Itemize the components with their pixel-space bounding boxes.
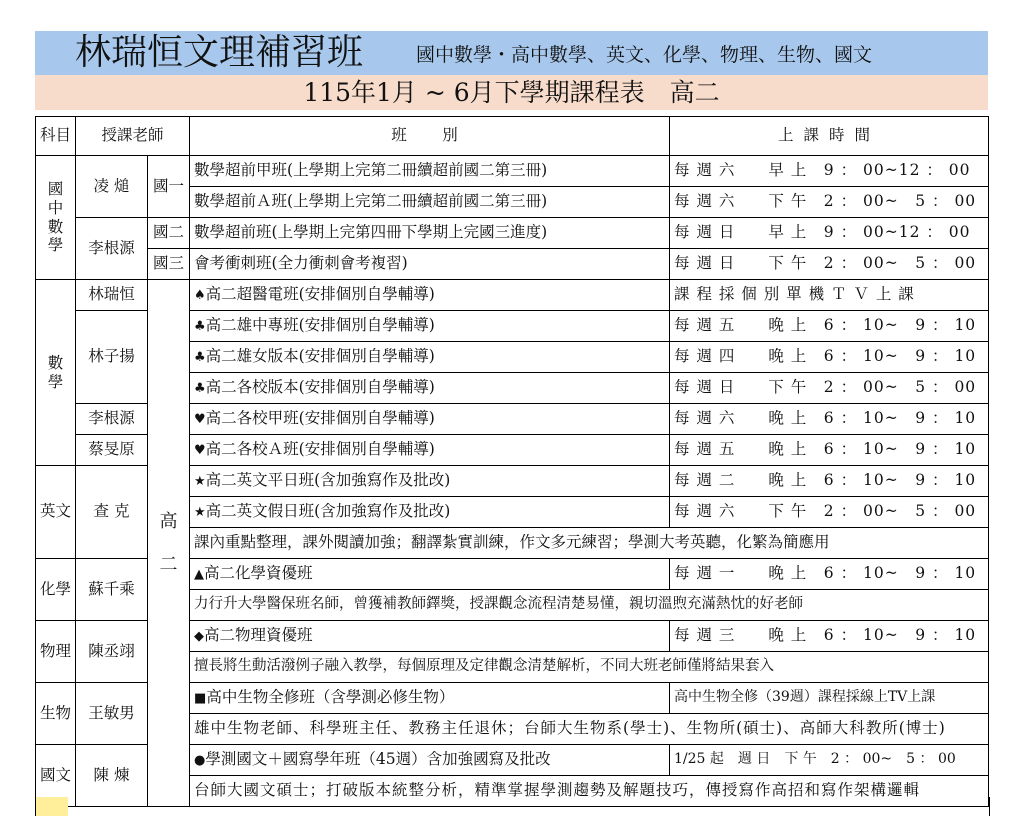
- header-row: [36, 117, 989, 156]
- table-row: [36, 249, 989, 280]
- club-icon: ♣: [194, 381, 206, 397]
- class-cell: 數學超前Ａ班(上學期上完第二冊續超前國二第三冊): [190, 187, 670, 218]
- header-subject: 科目: [36, 117, 76, 156]
- class-cell: 數學超前班(上學期上完第四冊下學期上完國三進度): [190, 218, 670, 249]
- table-row: [36, 218, 989, 249]
- time-cell: 課 程 採 個 別 單 機 Ｔ Ｖ 上 課: [670, 280, 989, 311]
- teacher-cell: 李根源: [76, 404, 148, 435]
- table-row: [36, 280, 989, 311]
- club-icon: ♣: [194, 319, 206, 335]
- class-cell: 會考衝刺班(全力衝刺會考複習): [190, 249, 670, 280]
- heart-icon: ♥: [194, 443, 206, 459]
- teacher-cell: 蘇千乘: [76, 559, 148, 621]
- subject-biology: 生物: [36, 683, 76, 745]
- star-icon: ★: [194, 505, 206, 521]
- club-icon: ♣: [194, 350, 206, 366]
- time-cell: 每 週 五 晚 上 6 ： 10~ 9 ： 10: [670, 435, 989, 466]
- header-time: 上課時間: [670, 117, 989, 156]
- circle-icon: ●: [194, 753, 206, 769]
- class-cell: ★高二英文假日班(含加強寫作及批改): [190, 497, 670, 528]
- teacher-cell: 王敏男: [76, 683, 148, 745]
- diamond-icon: ◆: [194, 629, 205, 645]
- class-cell: ♥高二各校甲班(安排個別自學輔導): [190, 404, 670, 435]
- class-cell: ♣高二雄女版本(安排個別自學輔導): [190, 342, 670, 373]
- class-cell: ♣高二各校版本(安排個別自學輔導): [190, 373, 670, 404]
- star-icon: ★: [194, 474, 206, 490]
- subject-chemistry: 化學: [36, 559, 76, 621]
- time-cell: 高中生物全修（39週）課程採線上TV上課: [670, 683, 989, 714]
- grade-cell: 國二: [148, 218, 190, 249]
- subject-jr-math: 國 中 數 學: [36, 156, 76, 280]
- grade-cell: 國一: [148, 156, 190, 218]
- subject-english: 英文: [36, 466, 76, 559]
- triangle-icon: ▲: [194, 567, 205, 583]
- class-cell: ♣高二雄中專班(安排個別自學輔導): [190, 311, 670, 342]
- time-cell: 每 週 六 早 上 9 ： 00~12 ： 00: [670, 156, 989, 187]
- subject-physics: 物理: [36, 621, 76, 683]
- teacher-cell: 李根源: [76, 218, 148, 280]
- note-cell: 擅長將生動活潑例子融入教學，每個原理及定律觀念清楚解析，不同大班老師僅將結果套入: [190, 652, 989, 683]
- time-cell: 每 週 日 下 午 2 ： 00~ 5 ： 00: [670, 373, 989, 404]
- header-teacher: 授課老師: [76, 117, 190, 156]
- class-cell: ♥高二各校Ａ班(安排個別自學輔導): [190, 435, 670, 466]
- time-cell: 每 週 六 下 午 2 ： 00~ 5 ： 00: [670, 497, 989, 528]
- spade-icon: ♠: [194, 288, 206, 304]
- teacher-cell: 陳丞翊: [76, 621, 148, 683]
- teacher-cell: 凌 㷟: [76, 156, 148, 218]
- time-cell: 每 週 日 早 上 9 ： 00~12 ： 00: [670, 218, 989, 249]
- class-cell: 數學超前甲班(上學期上完第二冊續超前國二第三冊): [190, 156, 670, 187]
- time-cell: 每 週 六 晚 上 6 ： 10~ 9 ： 10: [670, 404, 989, 435]
- teacher-cell: 蔡旻原: [76, 435, 148, 466]
- note-cell: 力行升大學醫保班名師，曾獲補教師鐸獎，授課觀念流程清楚易懂，親切溫煦充滿熱忱的好老師: [190, 590, 989, 621]
- time-cell: 每 週 三 晚 上 6 ： 10~ 9 ： 10: [670, 621, 989, 652]
- note-cell: 雄中生物老師、科學班主任、教務主任退休；台師大生物系(學士)、生物所(碩士)、高師大科教所(博士): [190, 714, 989, 745]
- time-cell: 每 週 五 晚 上 6 ： 10~ 9 ： 10: [670, 311, 989, 342]
- header-class: 班 別: [190, 117, 670, 156]
- footer-marker: [35, 797, 68, 816]
- class-cell: ●學測國文＋國寫學年班（45週）含加強國寫及批改: [190, 745, 670, 776]
- note-cell: 課內重點整理，課外閱讀加強；翻譯紮實訓練，作文多元練習；學測大考英聽，化繁為簡應用: [190, 528, 989, 559]
- teacher-cell: 查 克: [76, 466, 148, 559]
- teacher-cell: 陳 煉: [76, 745, 148, 807]
- table-row: [36, 156, 989, 187]
- term-title: 115年1月 ~ 6月下學期課程表 高二: [35, 75, 988, 110]
- time-cell: 每 週 二 晚 上 6 ： 10~ 9 ： 10: [670, 466, 989, 497]
- class-cell: ■高中生物全修班（含學測必修生物）: [190, 683, 670, 714]
- teacher-cell: 林子揚: [76, 311, 148, 404]
- time-cell: 每 週 一 晚 上 6 ： 10~ 9 ： 10: [670, 559, 989, 590]
- schedule-table: [35, 116, 989, 807]
- class-cell: ▲高二化學資優班: [190, 559, 670, 590]
- subjects-list: 國中數學・高中數學、英文、化學、物理、生物、國文: [416, 44, 873, 66]
- square-icon: ■: [194, 691, 207, 707]
- time-cell: 每 週 日 下 午 2 ： 00~ 5 ： 00: [670, 249, 989, 280]
- class-cell: ★高二英文平日班(含加強寫作及批改): [190, 466, 670, 497]
- heart-icon: ♥: [194, 412, 206, 428]
- subject-chinese: 國文: [36, 745, 76, 807]
- subject-math: 數 學: [36, 280, 76, 466]
- table-continuation: [35, 797, 990, 816]
- class-cell: ♠高二超醫電班(安排個別自學輔導): [190, 280, 670, 311]
- grade-cell: 國三: [148, 249, 190, 280]
- class-cell: ◆高二物理資優班: [190, 621, 670, 652]
- note-cell: 台師大國文碩士；打破版本統整分析，精準掌握學測趨勢及解題技巧，傳授寫作高招和寫作架構邏輯: [190, 776, 989, 807]
- time-cell: 每 週 四 晚 上 6 ： 10~ 9 ： 10: [670, 342, 989, 373]
- grade-label: 高 二: [148, 280, 190, 807]
- time-cell: 每 週 六 下 午 2 ： 00~ 5 ： 00: [670, 187, 989, 218]
- teacher-cell: 林瑞恒: [76, 280, 148, 311]
- time-cell: 1/25 起 週 日 下 午 2 ： 00~ 5 ： 00: [670, 745, 989, 776]
- school-name: 林瑞恒文理補習班: [75, 32, 364, 73]
